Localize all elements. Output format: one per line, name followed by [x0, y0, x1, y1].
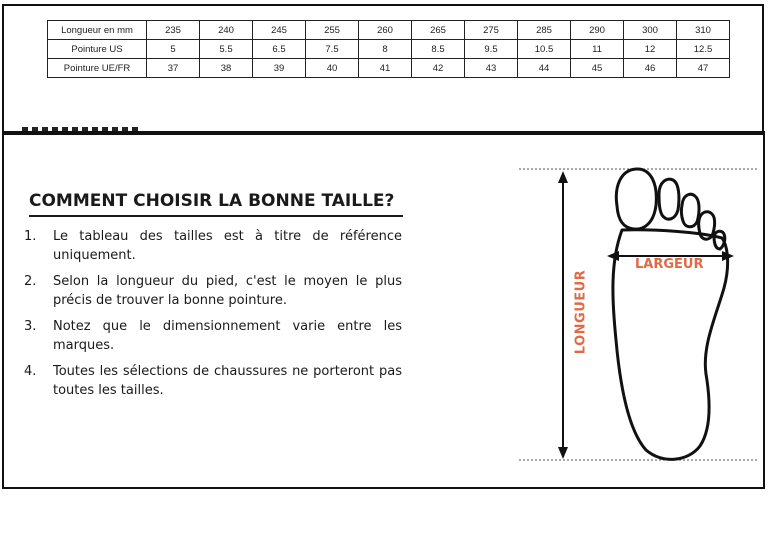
- list-number: 1.: [24, 229, 37, 244]
- list-number: 2.: [24, 274, 37, 289]
- table-cell: 41: [359, 59, 412, 78]
- list-item: [24, 317, 402, 355]
- list-text: Notez que le dimensionnement varie entre les marques.: [53, 319, 402, 353]
- table-cell: 37: [147, 59, 200, 78]
- table-row: [48, 40, 730, 59]
- table-cell: 5.5: [200, 40, 253, 59]
- row-label: Longueur en mm: [48, 21, 147, 40]
- table-cell: 11: [571, 40, 624, 59]
- list-item: [24, 362, 402, 400]
- width-label: LARGEUR: [635, 257, 704, 272]
- table-cell: 7.5: [306, 40, 359, 59]
- list-text: Toutes les sélections de chaussures ne porteront pas toutes les tailles.: [53, 364, 402, 398]
- table-cell: 240: [200, 21, 253, 40]
- foot-measurement-illustration: [515, 160, 760, 465]
- guide-title: COMMENT CHOISIR LA BONNE TAILLE?: [29, 191, 395, 211]
- table-cell: 42: [412, 59, 465, 78]
- table-cell: 38: [200, 59, 253, 78]
- table-cell: 40: [306, 59, 359, 78]
- list-item: [24, 227, 402, 265]
- table-cell: 43: [465, 59, 518, 78]
- table-cell: 45: [571, 59, 624, 78]
- length-label: LONGUEUR: [573, 269, 589, 355]
- table-cell: 255: [306, 21, 359, 40]
- table-cell: 245: [253, 21, 306, 40]
- table-cell: 12.5: [677, 40, 730, 59]
- list-item: [24, 272, 402, 310]
- row-label: Pointure UE/FR: [48, 59, 147, 78]
- table-cell: 275: [465, 21, 518, 40]
- table-cell: 47: [677, 59, 730, 78]
- table-cell: 310: [677, 21, 730, 40]
- list-number: 4.: [24, 364, 37, 379]
- guide-list: [24, 227, 402, 407]
- table-cell: 8: [359, 40, 412, 59]
- list-number: 3.: [24, 319, 37, 334]
- table-row: [48, 21, 730, 40]
- table-cell: 260: [359, 21, 412, 40]
- size-chart-table: [47, 20, 730, 78]
- table-cell: 290: [571, 21, 624, 40]
- foot-outline-icon: [613, 169, 728, 459]
- row-label: Pointure US: [48, 40, 147, 59]
- table-cell: 10.5: [518, 40, 571, 59]
- table-cell: 39: [253, 59, 306, 78]
- table-cell: 5: [147, 40, 200, 59]
- list-text: Selon la longueur du pied, c'est le moyen le plus précis de trouver la bonne pointure.: [53, 274, 402, 308]
- table-cell: 235: [147, 21, 200, 40]
- list-text: Le tableau des tailles est à titre de référence uniquement.: [53, 229, 402, 263]
- table-row: [48, 59, 730, 78]
- table-cell: 285: [518, 21, 571, 40]
- table-cell: 300: [624, 21, 677, 40]
- title-underline: [29, 215, 403, 217]
- table-cell: 12: [624, 40, 677, 59]
- table-cell: 9.5: [465, 40, 518, 59]
- table-cell: 8.5: [412, 40, 465, 59]
- table-cell: 44: [518, 59, 571, 78]
- table-cell: 6.5: [253, 40, 306, 59]
- table-cell: 46: [624, 59, 677, 78]
- table-cell: 265: [412, 21, 465, 40]
- length-arrow: [558, 171, 568, 459]
